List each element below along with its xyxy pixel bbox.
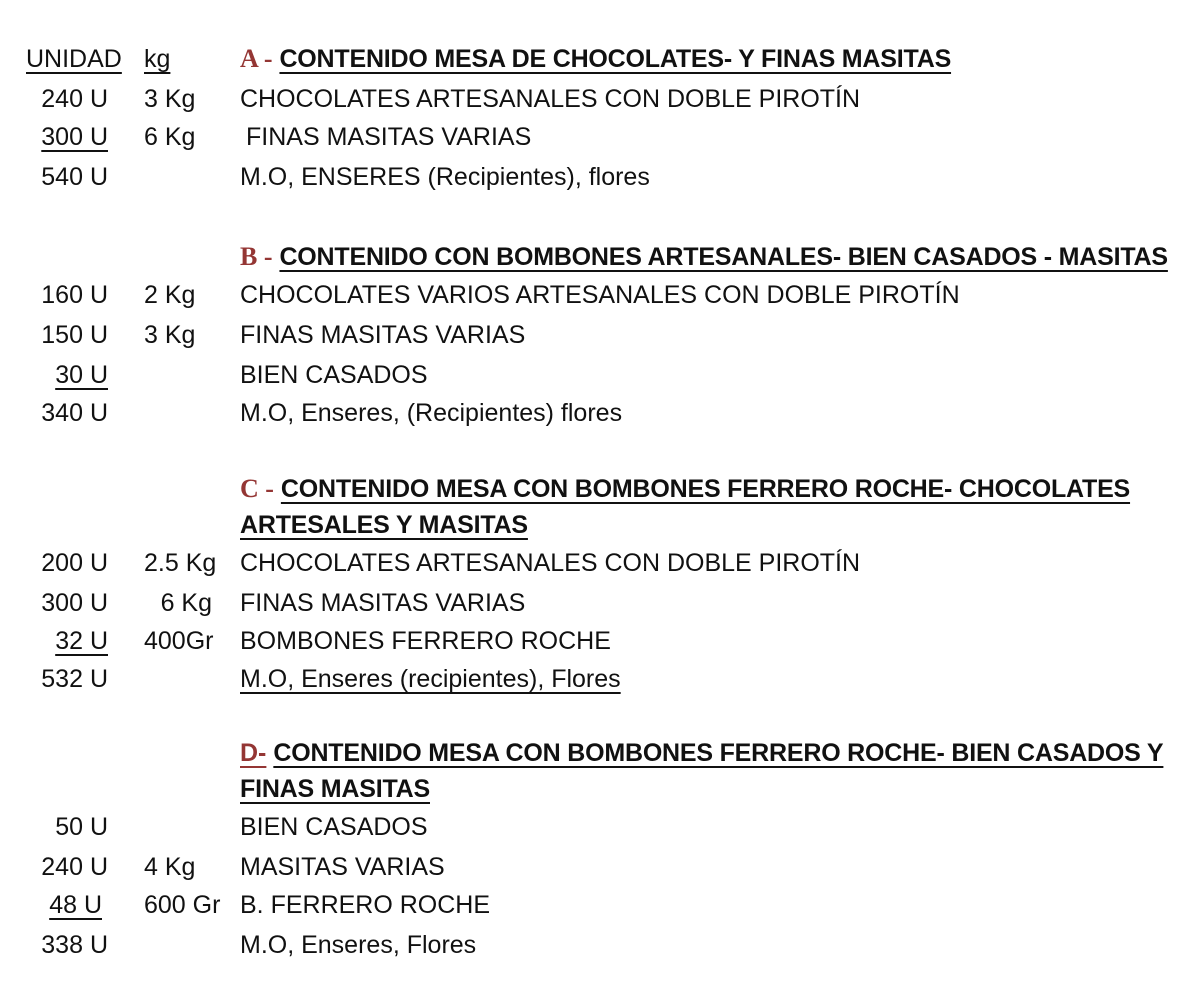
table-row-kg: 400Gr [144, 627, 214, 655]
section-b-heading [240, 242, 1168, 272]
section-c-heading [240, 474, 1130, 504]
section-a-letter: A - [240, 44, 273, 73]
table-row-desc: FINAS MASITAS VARIAS [240, 589, 526, 617]
section-c-letter: C - [240, 474, 274, 503]
table-row-kg: 4 Kg [144, 853, 196, 881]
table-row-unit: 160 U [41, 281, 108, 309]
table-row-desc: MASITAS VARIAS [240, 853, 445, 881]
table-row-desc: CHOCOLATES ARTESANALES CON DOBLE PIROTÍN [240, 549, 861, 577]
table-row-unit [28, 360, 108, 390]
table-row-kg: 6 Kg [144, 123, 196, 151]
section-d-heading [240, 738, 1163, 768]
section-b-letter: B - [240, 242, 273, 271]
table-row-kg: 600 Gr [144, 891, 221, 919]
column-header-unidad: UNIDAD [26, 45, 122, 73]
table-row-kg: 6 Kg [160, 589, 212, 617]
table-row-desc: M.O, Enseres (recipientes), Flores [240, 665, 621, 693]
section-a-title: CONTENIDO MESA DE CHOCOLATES- Y FINAS MASITAS [279, 45, 952, 73]
table-row-total: 540 U [41, 163, 108, 191]
table-row-unit: 150 U [41, 321, 108, 349]
table-row-kg: 3 Kg [144, 85, 196, 113]
section-a-heading [240, 44, 951, 74]
table-row-desc: BIEN CASADOS [240, 813, 428, 841]
table-row-unit-text: 30 U [55, 361, 108, 389]
table-row-desc: CHOCOLATES ARTESANALES CON DOBLE PIROTÍN [240, 85, 861, 113]
table-row-desc: BOMBONES FERRERO ROCHE [240, 627, 611, 655]
table-row-unit: 300 U [41, 589, 108, 617]
column-header-kg: kg [144, 45, 171, 73]
table-row-unit: 32 U [55, 627, 108, 655]
table-row-kg: 2.5 Kg [144, 549, 217, 577]
table-row-unit: 300 U [41, 123, 108, 151]
section-c-title-line2: ARTESALES Y MASITAS [240, 511, 528, 539]
table-row-desc: M.O, ENSERES (Recipientes), flores [240, 163, 650, 191]
table-row-desc: CHOCOLATES VARIOS ARTESANALES CON DOBLE PIROTÍN [240, 281, 960, 309]
table-row-total: 532 U [41, 665, 108, 693]
table-row-desc: B. FERRERO ROCHE [240, 891, 491, 919]
table-row-total: 338 U [41, 931, 108, 959]
table-row-desc: M.O, Enseres, Flores [240, 931, 477, 959]
section-d-letter: D- [240, 739, 267, 767]
table-row-unit: 240 U [41, 85, 108, 113]
table-row-unit: 240 U [41, 853, 108, 881]
section-b-title: CONTENIDO CON BOMBONES ARTESANALES- BIEN CASADOS - MASITAS [279, 243, 1168, 271]
table-row-kg: 2 Kg [144, 281, 196, 309]
table-row-kg: 3 Kg [144, 321, 196, 349]
table-row-unit: 48 U [49, 891, 102, 919]
section-c-title-line1: CONTENIDO MESA CON BOMBONES FERRERO ROCHE- CHOCOLATES [280, 475, 1131, 503]
section-d-title-line2: FINAS MASITAS [240, 775, 430, 803]
section-d-title-line1: CONTENIDO MESA CON BOMBONES FERRERO ROCHE- BIEN CASADOS Y [273, 739, 1164, 767]
table-row-desc: BIEN CASADOS [240, 361, 428, 389]
table-row-desc: FINAS MASITAS VARIAS [240, 321, 526, 349]
table-row-desc: M.O, Enseres, (Recipientes) flores [240, 399, 623, 427]
table-row-unit: 50 U [55, 813, 108, 841]
table-row-unit: 200 U [41, 549, 108, 577]
table-row-total: 340 U [41, 399, 108, 427]
table-row-desc: FINAS MASITAS VARIAS [246, 123, 532, 151]
